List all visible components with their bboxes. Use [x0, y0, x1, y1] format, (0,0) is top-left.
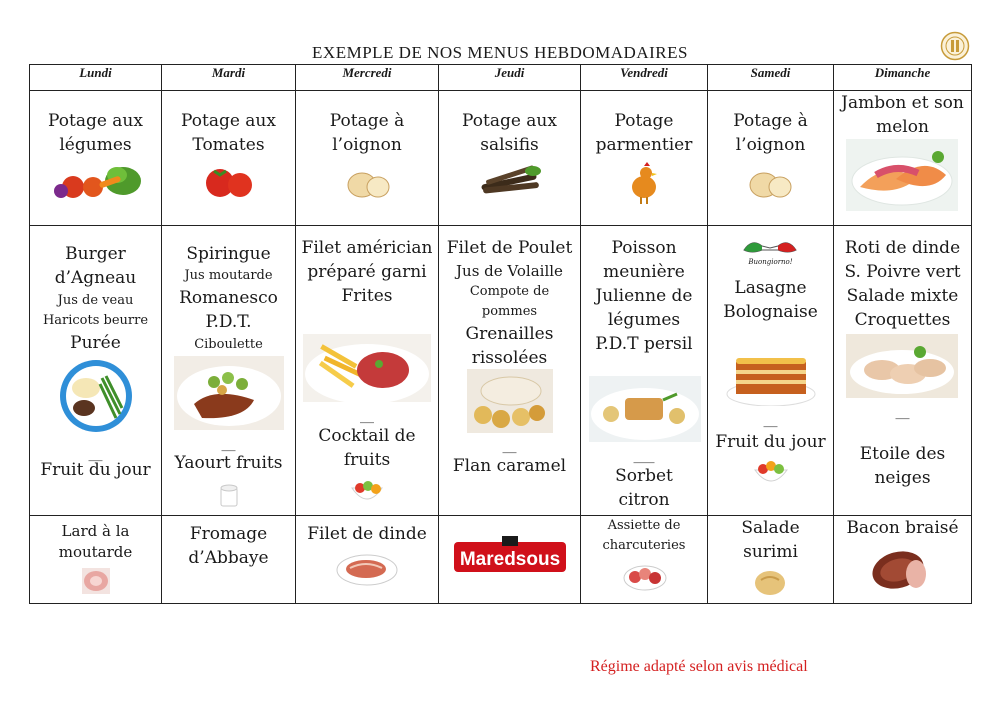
dessert: Flan caramel: [452, 456, 567, 476]
chicken-icon: [626, 161, 662, 205]
main-title: Filet américian: [301, 238, 433, 258]
seal-logo-icon: [940, 31, 970, 61]
starter-samedi: [708, 91, 834, 226]
main-mercredi: [296, 226, 439, 516]
fruit-cocktail-icon: [348, 478, 386, 508]
evening-line: Lard à la: [61, 522, 130, 540]
main-vendredi: [581, 226, 708, 516]
main-title: Roti de dinde: [844, 238, 961, 258]
maredsous-logo: [454, 536, 566, 576]
main-side: Romanesco: [179, 288, 278, 308]
main-samedi: [708, 226, 834, 516]
day-header-dimanche: Dimanche: [834, 65, 972, 91]
main-title: Salade mixte: [846, 286, 959, 306]
evening-dimanche: [834, 516, 972, 604]
starter-vendredi: [581, 91, 708, 226]
main-side: Ciboulette: [194, 337, 263, 352]
onion-icon: [344, 165, 392, 199]
starter-line: Jambon et son: [841, 93, 964, 113]
starter-mardi: [162, 91, 296, 226]
starter-line: Potage: [614, 111, 674, 131]
main-side: P.D.T.: [205, 312, 252, 332]
starter-jeudi: [439, 91, 581, 226]
bread-roll-icon: [753, 568, 787, 598]
main-title: Burger: [65, 244, 126, 264]
starter-line: légumes: [59, 135, 132, 155]
main-side: Jus moutarde: [184, 268, 273, 283]
main-side: Compote de: [469, 284, 550, 299]
main-title: Lasagne: [734, 278, 807, 298]
day-header-vendredi: Vendredi: [581, 65, 708, 91]
evening-line: charcuteries: [602, 538, 686, 553]
main-side: Purée: [70, 333, 121, 353]
evening-line: d’Abbaye: [188, 548, 269, 568]
charcuterie-icon: [623, 562, 667, 592]
dash-separator: __: [502, 438, 517, 454]
main-title: Filet de Poulet: [446, 238, 573, 258]
evening-line: Fromage: [189, 524, 268, 544]
day-header-mercredi: Mercredi: [296, 65, 439, 91]
main-dimanche: [834, 226, 972, 516]
main-title: Julienne de: [595, 286, 693, 306]
spare-ribs-icon: [174, 356, 284, 430]
evening-lundi: [30, 516, 162, 604]
main-title: Poisson: [611, 238, 677, 258]
day-header-samedi: Samedi: [708, 65, 834, 91]
evening-line: moutarde: [58, 543, 133, 561]
logo-tagline: Buongiorno!: [748, 258, 793, 266]
main-side: pommes: [481, 304, 538, 319]
main-title: préparé garni: [307, 262, 427, 282]
main-title: meunière: [603, 262, 685, 282]
weekly-menu-table: [29, 64, 972, 604]
bacon-icon: [80, 566, 112, 596]
dessert: Yaourt fruits: [174, 453, 283, 473]
evening-line: Bacon braisé: [846, 518, 959, 538]
dessert: Fruit du jour: [715, 432, 826, 452]
braised-bacon-icon: [868, 544, 932, 596]
turkey-roast-icon: [846, 334, 958, 398]
starter-line: melon: [876, 117, 929, 137]
main-title: Croquettes: [854, 310, 951, 330]
salsify-icon: [477, 163, 543, 199]
evening-mardi: [162, 516, 296, 604]
chicken-potatoes-icon: [467, 369, 553, 433]
footnote: Régime adapté selon avis médical: [590, 658, 808, 675]
main-mardi: [162, 226, 296, 516]
lasagna-icon: [726, 350, 816, 406]
dessert: Fruit du jour: [40, 460, 151, 480]
dessert: neiges: [874, 468, 931, 488]
burger-plate-icon: [56, 358, 136, 434]
yogurt-icon: [214, 482, 244, 510]
starter-line: salsifis: [480, 135, 539, 155]
main-jeudi: [439, 226, 581, 516]
day-header-lundi: Lundi: [30, 65, 162, 91]
vegetables-icon: [53, 161, 141, 201]
dessert: Sorbet: [615, 466, 673, 486]
starter-lundi: [30, 91, 162, 226]
onion-icon: [746, 165, 794, 199]
mustache-logo-icon: [742, 238, 798, 256]
main-side: Haricots beurre: [42, 313, 149, 328]
evening-samedi: [708, 516, 834, 604]
day-header-jeudi: Jeudi: [439, 65, 581, 91]
starter-line: Potage aux: [48, 111, 143, 131]
main-title: d’Agneau: [54, 268, 137, 288]
main-title: S. Poivre vert: [844, 262, 961, 282]
starter-line: Tomates: [192, 135, 265, 155]
dash-separator: __: [88, 446, 103, 462]
dessert: Etoile des: [859, 444, 946, 464]
main-title: P.D.T persil: [595, 334, 693, 354]
ham-melon-icon: [846, 139, 958, 211]
main-side: Grenailles: [465, 324, 554, 344]
starter-line: l’oignon: [332, 135, 402, 155]
dash-separator: __: [221, 436, 236, 452]
evening-mercredi: [296, 516, 439, 604]
main-title: Spiringue: [186, 244, 271, 264]
starter-line: Potage à: [329, 111, 405, 131]
starter-line: l’oignon: [735, 135, 806, 155]
tomatoes-icon: [200, 163, 258, 199]
fruit-bowl-icon: [752, 458, 790, 488]
dessert: fruits: [343, 450, 391, 470]
starter-line: Potage aux: [181, 111, 276, 131]
main-lundi: [30, 226, 162, 516]
starter-line: Potage aux: [462, 111, 557, 131]
steak-tartare-icon: [303, 334, 431, 402]
starter-mercredi: [296, 91, 439, 226]
evening-jeudi: [439, 516, 581, 604]
dessert: citron: [618, 490, 670, 510]
main-side: Jus de Volaille: [456, 262, 563, 280]
main-side: rissolées: [471, 348, 548, 368]
main-title: Frites: [341, 286, 393, 306]
evening-line: surimi: [743, 542, 798, 562]
main-side: Jus de veau: [57, 293, 134, 308]
dash-separator: __: [360, 408, 374, 424]
turkey-fillet-icon: [336, 552, 398, 586]
starter-line: Potage à: [733, 111, 808, 131]
dash-separator: ___: [633, 448, 655, 464]
evening-line: Assiette de: [607, 518, 681, 533]
evening-vendredi: [581, 516, 708, 604]
fish-plate-icon: [589, 376, 701, 442]
page-title: EXEMPLE DE NOS MENUS HEBDOMADAIRES: [312, 43, 688, 62]
starter-dimanche: [834, 91, 972, 226]
day-header-mardi: Mardi: [162, 65, 296, 91]
maredsous-text: Maredsous: [459, 549, 561, 570]
dash-separator: __: [895, 404, 910, 420]
dessert: Cocktail de: [318, 426, 416, 446]
evening-line: Filet de dinde: [307, 524, 427, 544]
starter-line: parmentier: [595, 135, 693, 155]
main-title: Bolognaise: [723, 302, 818, 322]
evening-line: Salade: [741, 518, 800, 538]
dash-separator: __: [763, 412, 778, 428]
main-title: légumes: [607, 310, 681, 330]
